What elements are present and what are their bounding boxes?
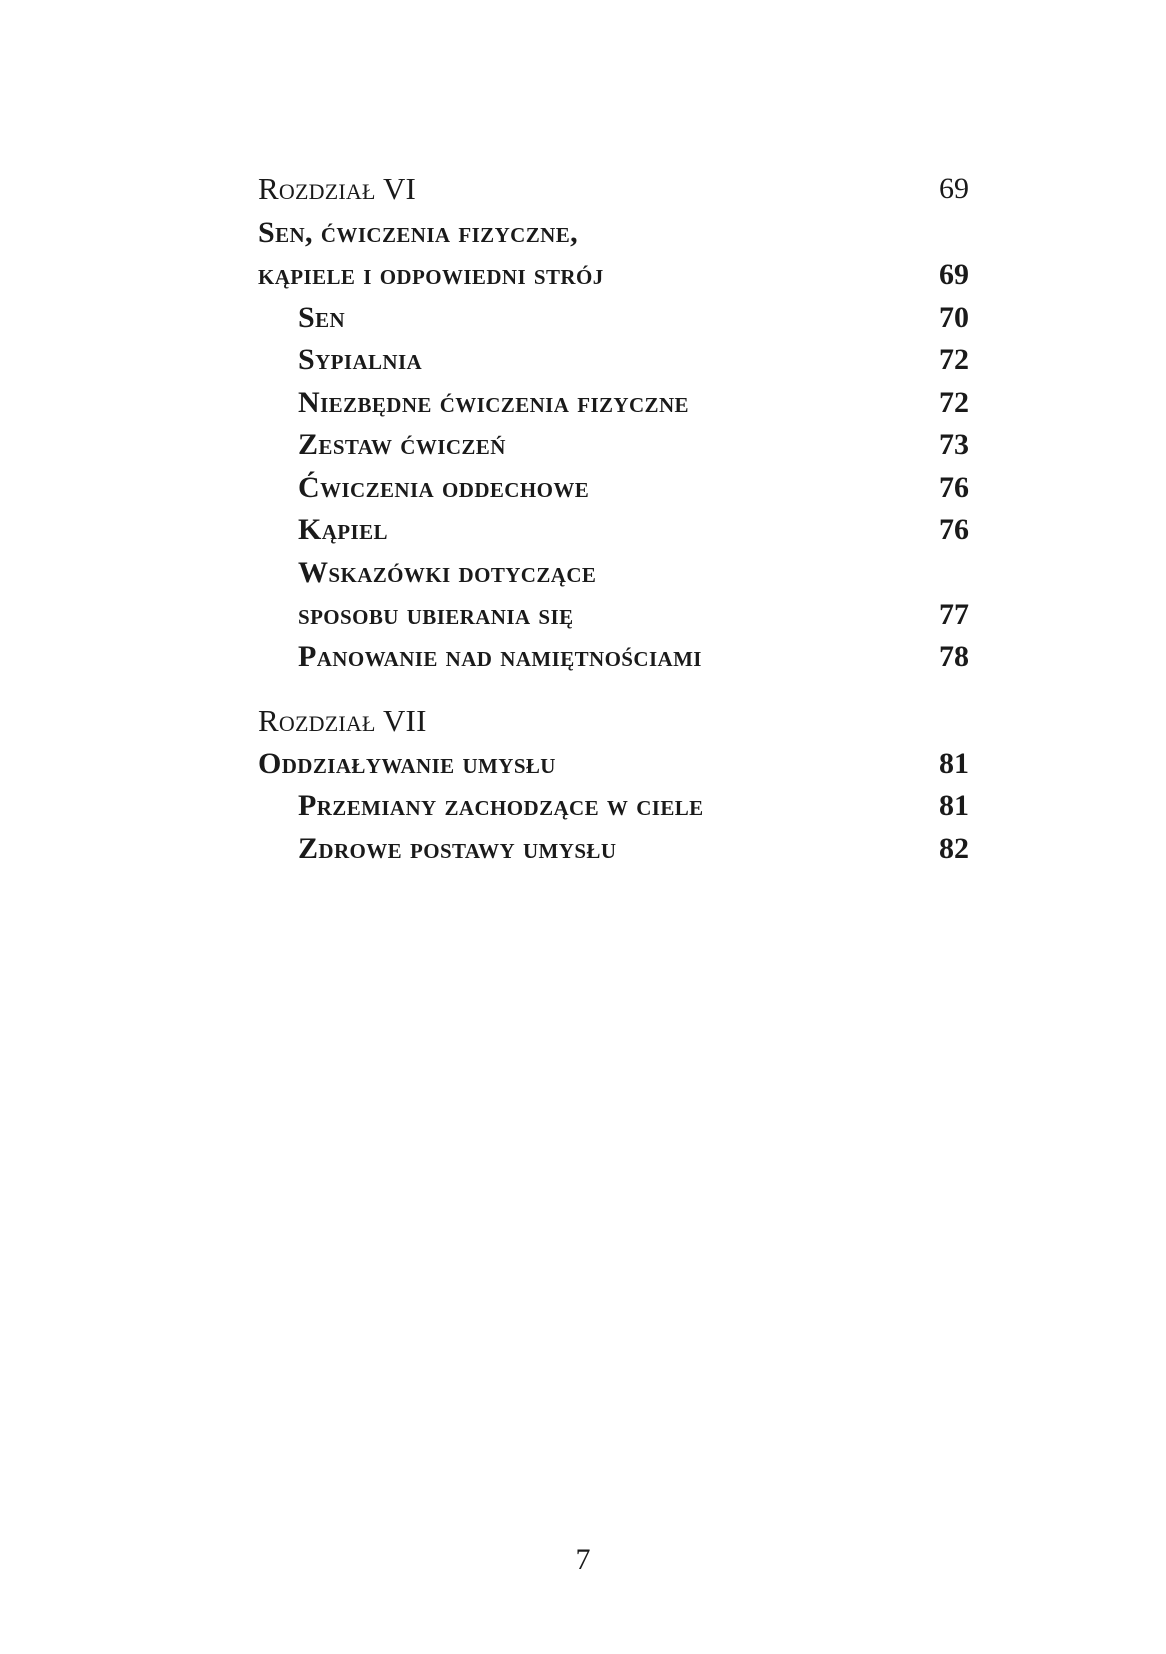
toc-entry-page: 76 bbox=[939, 471, 969, 504]
toc-entry-chapter-vi bbox=[258, 170, 969, 210]
toc-entry-page: 81 bbox=[939, 789, 969, 822]
toc-entry-label: Rozdział VII bbox=[258, 703, 427, 738]
toc-entry-subsection bbox=[258, 596, 969, 636]
toc-entry-label: Oddziaływanie umysłu bbox=[258, 747, 556, 780]
toc-entry-page: 73 bbox=[939, 428, 969, 461]
toc-entry-label: kąpiele i odpowiedni strój bbox=[258, 258, 604, 291]
toc-entry-label: Wskazówki dotyczące bbox=[298, 556, 597, 589]
toc-entry-subsection bbox=[258, 511, 969, 551]
toc-entry-label: Kąpiel bbox=[298, 513, 388, 546]
toc-entry-label: Sen, ćwiczenia fizyczne, bbox=[258, 216, 578, 249]
toc-entry-label: Zestaw ćwiczeń bbox=[298, 428, 506, 461]
toc-entry-label: sposobu ubierania się bbox=[298, 598, 574, 631]
toc-entry-section bbox=[258, 745, 969, 785]
toc-entry-label: Rozdział VI bbox=[258, 171, 417, 206]
toc-entry-label: Panowanie nad namiętnościami bbox=[298, 640, 702, 673]
toc-entry-page: 72 bbox=[939, 386, 969, 419]
toc-entry-subsection bbox=[258, 638, 969, 678]
toc-entry-page: 69 bbox=[939, 172, 969, 205]
toc-entry-label: Niezbędne ćwiczenia fizyczne bbox=[298, 386, 689, 419]
toc-entry-subsection bbox=[258, 426, 969, 466]
toc-entry-section bbox=[258, 214, 969, 254]
toc-entry-page: 81 bbox=[939, 747, 969, 780]
toc-entry-subsection bbox=[258, 554, 969, 594]
toc-entry-page: 82 bbox=[939, 832, 969, 865]
toc-entry-page: 72 bbox=[939, 343, 969, 376]
toc-entry-label: Zdrowe postawy umysłu bbox=[298, 832, 617, 865]
page-number: 7 bbox=[575, 1543, 591, 1576]
toc-entry-page: 77 bbox=[939, 598, 969, 631]
toc-entry-label: Sypialnia bbox=[298, 343, 423, 376]
toc-entry-page: 78 bbox=[939, 640, 969, 673]
toc-entry-subsection bbox=[258, 384, 969, 424]
toc-entry-label: Ćwiczenia oddechowe bbox=[298, 471, 590, 504]
toc-entry-subsection bbox=[258, 469, 969, 509]
toc-entry-subsection bbox=[258, 299, 969, 339]
toc-entry-subsection bbox=[258, 830, 969, 870]
toc-entry-label: Sen bbox=[298, 301, 346, 334]
toc-entry-page: 70 bbox=[939, 301, 969, 334]
toc-entry-page: 76 bbox=[939, 513, 969, 546]
toc-entry-section bbox=[258, 256, 969, 296]
toc-entry-page: 69 bbox=[939, 258, 969, 291]
toc-entry-subsection bbox=[258, 341, 969, 381]
toc-entry-subsection bbox=[258, 787, 969, 827]
toc-entry-label: Przemiany zachodzące w ciele bbox=[298, 789, 704, 822]
toc-entry-chapter-vii bbox=[258, 702, 969, 742]
